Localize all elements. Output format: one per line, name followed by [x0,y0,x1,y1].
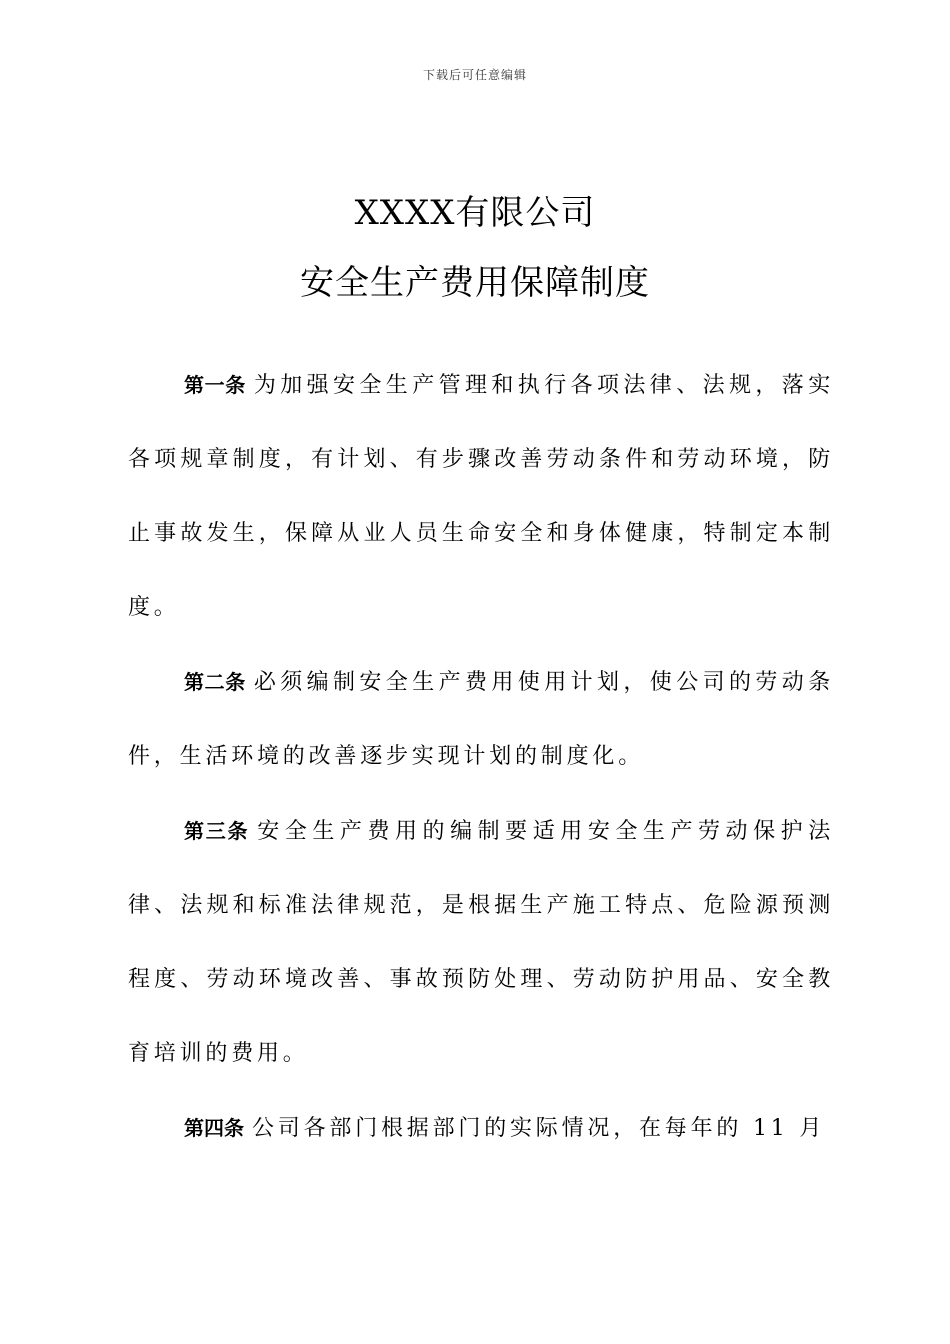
article-2 [128,645,834,794]
article-text: 必须编制安全生产费用使用计划，使公司的劳动条件，生活环境的改善逐步实现计划的制度化。 [128,670,835,769]
page-header-note: 下载后可任意编辑 [422,68,527,82]
article-label: 第二条 [184,670,246,694]
article-text: 安全生产费用的编制要适用安全生产劳动保护法律、法规和标准法律规范，是根据生产施工特点、危险源预测程度、劳动环境改善、事故预防处理、劳动防护用品、安全教育培训的费用。 [128,819,834,1066]
article-1 [128,348,834,645]
article-text: 公司各部门根据部门的实际情况，在每年的 11 月 [252,1116,826,1141]
article-label: 第三条 [184,819,250,843]
article-text: 为加强安全生产管理和执行各项法律、法规，落实各项规章制度，有计划、有步骤改善劳动条件和劳动环境，防止事故发生，保障从业人员生命安全和身体健康，特制定本制度。 [128,373,835,620]
article-3 [128,794,834,1091]
company-name: XXXX有限公司 [354,193,596,233]
article-label: 第四条 [184,1116,244,1140]
article-label: 第一条 [184,373,246,397]
article-4 [128,1091,834,1166]
document-body [128,348,834,1166]
regulation-title: 安全生产费用保障制度 [300,263,650,303]
document-title [0,178,950,318]
